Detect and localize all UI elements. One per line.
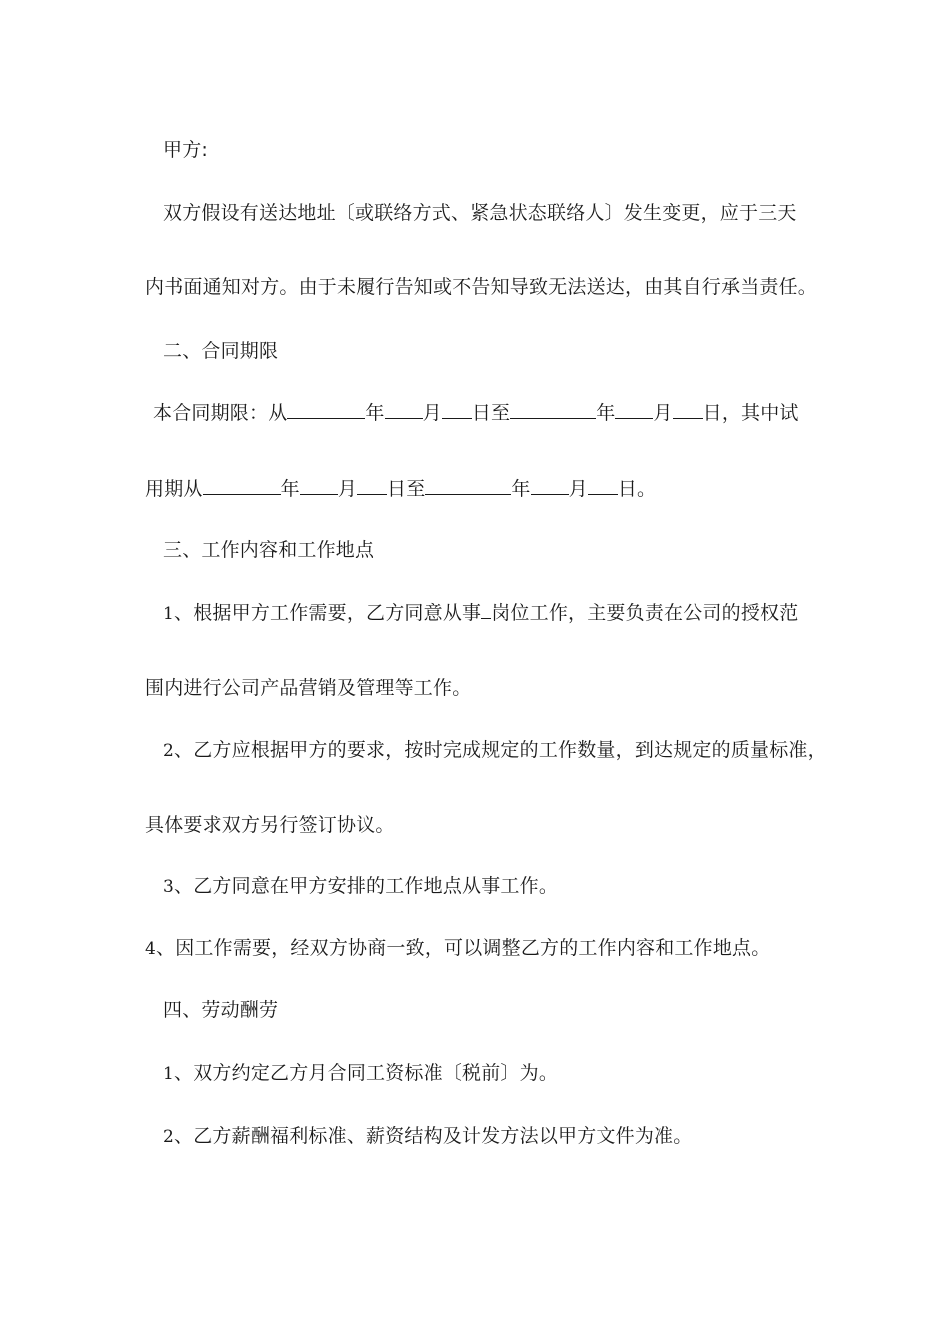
section-2-heading: 二、合同期限 — [163, 340, 279, 362]
item-number: 2 — [163, 741, 175, 761]
section-3-heading: 三、工作内容和工作地点 — [163, 539, 375, 561]
probation-prefix: 用期从 — [145, 478, 203, 500]
year-label: 年 — [365, 402, 385, 424]
end-day-blank — [673, 400, 703, 419]
day-label: 日 — [387, 478, 407, 500]
day-label: 日 — [471, 402, 492, 424]
item-text: 、乙方应根据甲方的要求，按时完成规定的工作数量，到达规定的质量标准， — [174, 739, 827, 761]
sec4-item-2 — [163, 1123, 692, 1150]
period-end: 。 — [637, 478, 657, 500]
section-4-heading: 四、劳动酬劳 — [163, 999, 279, 1021]
start-day-blank — [442, 400, 472, 419]
item-text: 、乙方薪酬福利标准、薪资结构及计发方法以甲方文件为准。 — [174, 1125, 693, 1147]
to-label: 至 — [406, 478, 426, 500]
probation-end-day-blank — [588, 476, 618, 495]
sec3-item-2-continued: 具体要求双方另行签订协议。 — [145, 814, 395, 836]
notice-paragraph-line-1: 双方假设有送达地址〔或联络方式、紧急状态联络人〕发生变更，应于三天 — [163, 202, 797, 224]
probation-intro: ，其中试 — [721, 402, 799, 424]
probation-end-year-blank — [425, 476, 511, 495]
probation-start-month-blank — [300, 476, 338, 495]
notice-paragraph-line-2: 内书面通知对方。由于未履行告知或不告知导致无法送达，由其自行承当责任。 — [145, 276, 818, 298]
end-year-blank — [510, 400, 596, 419]
item-number: 2 — [163, 1127, 175, 1147]
day-label: 日 — [617, 478, 638, 500]
contract-term-line-2 — [145, 476, 656, 502]
item-text-part-1: 、根据甲方工作需要，乙方同意从事 — [174, 602, 482, 624]
year-label: 年 — [596, 402, 616, 424]
to-label: 至 — [491, 402, 511, 424]
day-label: 日 — [702, 402, 722, 424]
month-label: 月 — [337, 478, 358, 500]
sec3-item-2 — [163, 737, 827, 764]
party-a-label: 甲方: — [163, 139, 209, 161]
item-text: 、因工作需要，经双方协商一致，可以调整乙方的工作内容和工作地点。 — [156, 937, 771, 959]
item-number: 1 — [163, 1064, 175, 1084]
end-month-blank — [615, 400, 653, 419]
probation-end-month-blank — [531, 476, 569, 495]
probation-start-year-blank — [203, 476, 281, 495]
term-prefix: 本合同期限：从 — [153, 402, 288, 424]
item-number: 4 — [145, 939, 157, 959]
year-label: 年 — [511, 478, 531, 500]
item-text: 、双方约定乙方月合同工资标准〔税前〕为。 — [174, 1062, 559, 1084]
position-blank — [481, 600, 491, 619]
month-label: 月 — [568, 478, 588, 500]
sec4-item-1 — [163, 1060, 558, 1087]
item-text: 、乙方同意在甲方安排的工作地点从事工作。 — [174, 875, 559, 897]
item-number: 1 — [163, 604, 175, 624]
start-month-blank — [385, 400, 423, 419]
item-text-part-2: 岗位工作，主要负责在公司的授权范 — [491, 602, 799, 624]
item-number: 3 — [163, 877, 175, 897]
probation-start-day-blank — [357, 476, 387, 495]
month-label: 月 — [653, 402, 673, 424]
sec3-item-4 — [145, 935, 770, 962]
start-year-blank — [287, 400, 365, 419]
sec3-item-1 — [163, 600, 798, 627]
year-label: 年 — [280, 478, 300, 500]
month-label: 月 — [422, 402, 442, 424]
sec3-item-3 — [163, 873, 558, 900]
contract-term-line-1 — [153, 400, 799, 426]
sec3-item-1-continued: 围内进行公司产品营销及管理等工作。 — [145, 677, 472, 699]
